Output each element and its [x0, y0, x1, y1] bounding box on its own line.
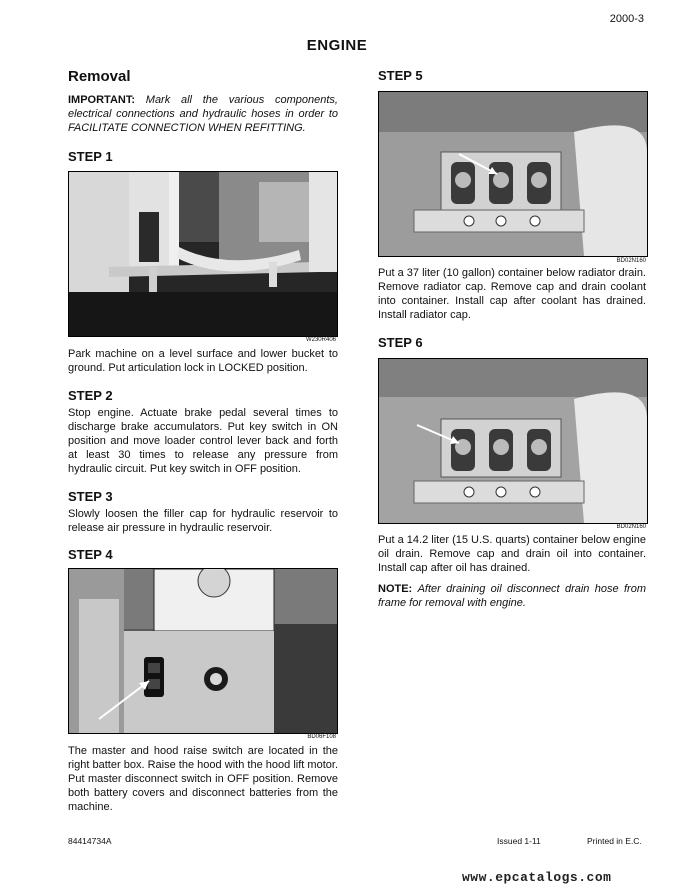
step1-heading: STEP 1 — [68, 149, 113, 164]
step5-text: Put a 37 liter (10 gallon) container below radiator drain. Remove radiator cap. Remove cap and drain coolant into container. Install cap after coolant has drained. Install radiator cap. — [378, 267, 646, 321]
step6-text: Put a 14.2 liter (15 U.S. quarts) container below engine oil drain. Remove cap and drain oil into container. Install cap after oil has drained. — [378, 534, 646, 574]
important-label: IMPORTANT: — [68, 94, 136, 106]
note-paragraph — [378, 582, 646, 610]
issued-text: Issued 1-11 — [497, 836, 541, 846]
step6-photo — [378, 358, 648, 524]
note-label: NOTE: — [378, 583, 413, 595]
step3-text: Slowly loosen the filler cap for hydraulic reservoir to release air pressure in hydraulic reservoir. — [68, 508, 338, 534]
step2-text: Stop engine. Actuate brake pedal several times to discharge brake accumulators. Put key switch in ON position and move loader control lever back and forth at least 30 times to release any pressure from hydraulic circuit. Put key switch in OFF position. — [68, 407, 338, 475]
step3-heading: STEP 3 — [68, 489, 113, 504]
chapter-title: ENGINE — [306, 37, 368, 54]
doc-number: 84414734A — [68, 836, 112, 846]
step1-text: Park machine on a level surface and lower bucket to ground. Put articulation lock in LOCKED position. — [68, 348, 338, 374]
step5-caption: BD02N160 — [616, 258, 646, 264]
step6-caption: BD02N160 — [616, 524, 646, 530]
printed-text: Printed in E.C. — [587, 836, 642, 846]
removal-heading: Removal — [68, 68, 131, 85]
step1-caption: W230R406 — [305, 337, 336, 343]
step1-photo — [68, 171, 338, 337]
important-paragraph — [68, 93, 338, 135]
note-text: After draining oil disconnect drain hose from frame for removal with engine. — [378, 583, 646, 609]
important-text: Mark all the various components, electrical connections and hydraulic hoses in order to FACILITATE CONNECTION WHEN REFITTING. — [68, 94, 338, 134]
step6-heading: STEP 6 — [378, 335, 423, 350]
step5-photo — [378, 91, 648, 257]
watermark-url: www.epcatalogs.com — [462, 870, 612, 885]
step2-heading: STEP 2 — [68, 388, 113, 403]
step4-caption: BD06F108 — [307, 734, 336, 740]
step5-heading: STEP 5 — [378, 68, 423, 83]
page-number: 2000-3 — [609, 13, 644, 25]
step4-text: The master and hood raise switch are located in the right batter box. Raise the hood with the hood lift motor. Put master disconnect switch in OFF position. Remove both battery covers and disconnect batteries from the machine. — [68, 745, 338, 813]
step4-photo — [68, 568, 338, 734]
step4-heading: STEP 4 — [68, 547, 113, 562]
